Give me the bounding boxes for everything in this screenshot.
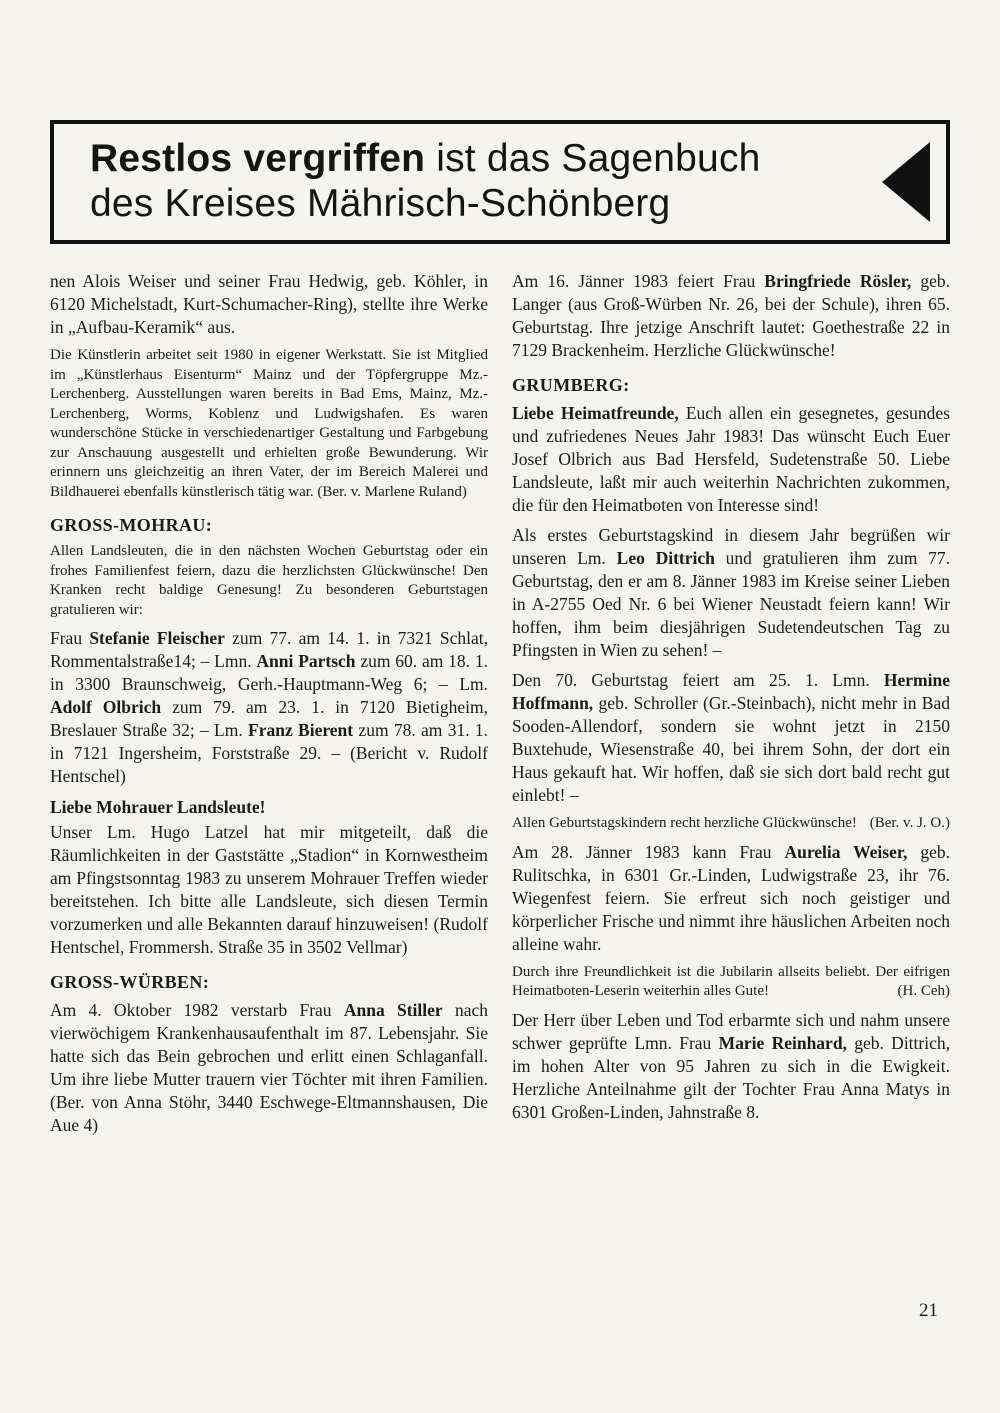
text-run: geb. Langer (aus Groß-Würben Nr. 26, bei der Schule), ihren 65. Geburtstag. Ihre jetzige Anschrift lautet: Goethestraße 22 in 7129 Brackenheim. Herzliche Glückwünsche!: [512, 271, 950, 360]
emphasized-name: Franz Bierent: [248, 720, 354, 740]
paragraph: [512, 669, 950, 807]
paragraph: [50, 542, 488, 620]
emphasized-name: Stefanie Fleischer: [89, 628, 225, 648]
paragraph: [512, 841, 950, 956]
text-run: Am 28. Jänner 1983 kann Frau: [512, 841, 785, 862]
paragraph: [50, 270, 488, 339]
text-run: Durch ihre Freundlichkeit ist die Jubilarin allseits beliebt. Der eifrigen Heimatboten-Leserin weiterhin alles Gute!: [512, 963, 950, 999]
text-run: zum 78. am 31. 1. in 7121 Ingersheim, Forststraße 29. – (Bericht v. Rudolf Hentschel): [50, 720, 488, 786]
paragraph: [512, 814, 950, 834]
text-run: zum 77. am 14. 1. in 7321 Schlat, Rommentalstraße14; – Lmn.: [50, 628, 488, 671]
paragraph: [50, 627, 488, 788]
text-run: Am 16. Jänner 1983 feiert Frau: [512, 271, 765, 291]
page-number: 21: [919, 1300, 938, 1321]
text-run: zum 60. am 18. 1. in 3300 Braunschweig, Gerh.-Hauptmann-Weg 6; – Lm.: [50, 651, 488, 694]
subheading: Liebe Mohrauer Landsleute!: [50, 797, 266, 817]
paragraph: [50, 346, 488, 502]
banner-title-line2: des Kreises Mährisch-Schönberg: [90, 182, 671, 225]
text-run: nach vierwöchigem Krankenhausaufenthalt im 87. Lebensjahr. Sie hatte sich das Bein gebrochen und erlitt einen Schlaganfall. Um ihre liebe Mutter trauern vier Töchter mit ihren Familien. (Ber. von Anna Stöhr, 3440 Eschwege-Eltmannshausen, Die Aue 4): [50, 1000, 488, 1135]
two-column-text-area: [50, 270, 950, 1144]
banner-title: [90, 136, 856, 226]
text-run: zum 79. am 23. 1. in 7120 Bietigheim, Breslauer Straße 32; – Lm.: [50, 697, 488, 740]
right-column: [512, 270, 950, 1144]
left-column: [50, 270, 488, 1144]
left-triangle-icon: [882, 142, 930, 222]
text-run: geb. Dittrich, im hohen Alter von 95 Jahren zu sich in die Ewigkeit. Herzliche Anteilnahme gilt der Tochter Frau Anna Matys in 6301 Großen-Linden, Jahnstraße 8.: [512, 1032, 950, 1122]
emphasized-name: Bringfriede Rösler,: [764, 271, 912, 291]
emphasized-name: Marie Reinhard,: [718, 1032, 847, 1053]
banner-title-rest: ist das Sagenbuch: [425, 137, 761, 180]
emphasized-name: Anni Partsch: [256, 651, 356, 671]
section-heading: GROSS-WÜRBEN:: [50, 972, 210, 992]
text-run: geb. Rulitschka, in 6301 Gr.-Linden, Ludwigstraße 23, ihr 76. Wiegenfest feiern. Sie erfreut sich noch geistiger und körperlicher Frische und nimmt ihre häuslichen Arbeiten noch alleine wahr.: [512, 841, 950, 954]
text-run: geb. Schroller (Gr.-Steinbach), nicht mehr in Bad Sooden-Allendorf, sondern sie wohnt jetzt in 2150 Buxtehude, Wiesenstraße 40, bei ihrem Sohn, der dort ein Haus gekauft hat. Wir hoffen, daß sie sich dort bald recht gut einlebt! –: [512, 693, 950, 805]
text-run: Unser Lm. Hugo Latzel hat mir mitgeteilt, daß die Räumlichkeiten in der Gaststätte „Stadion“ in Kornwestheim am Pfingstsonntag 1983 zu unserem Mohrauer Treffen wieder bereitstehen. Ich bitte alle Landsleute, sich diesen Termin vorzumerken und alle Bekannten darauf hinzuweisen! (Rudolf Hentschel, Frommersh. Straße 35 in 3502 Vellmar): [50, 822, 488, 957]
paragraph: [50, 821, 488, 959]
emphasized-name: Leo Dittrich: [616, 548, 715, 568]
attribution: (Ber. v. J. O.): [869, 815, 950, 831]
paragraph: [512, 270, 950, 362]
paragraph: [512, 524, 950, 662]
emphasized-name: Anna Stiller: [343, 1000, 443, 1020]
text-run: Allen Landsleuten, die in den nächsten Wochen Geburtstag oder ein frohes Familienfest feiern, dazu die herzlichsten Glückwünsche! Den Kranken recht baldige Genesung! Zu besonderen Geburtstagen gratulieren wir:: [50, 543, 488, 618]
paragraph: [512, 1009, 950, 1124]
emphasized-name: Aurelia Weiser,: [784, 841, 908, 862]
banner-title-bold: Restlos vergriffen: [90, 137, 426, 180]
emphasized-name: Adolf Olbrich: [50, 697, 162, 717]
section-heading: GRUMBERG:: [512, 375, 630, 395]
text-run: Frau: [50, 628, 90, 648]
headline-banner: [50, 120, 950, 244]
emphasized-name: Hermine Hoffmann,: [512, 670, 950, 713]
section-heading: GROSS-MOHRAU:: [50, 515, 213, 535]
emphasized-name: Liebe Heimatfreunde,: [512, 403, 679, 423]
text-run: Allen Geburtstagskindern recht herzliche Glückwünsche!: [512, 815, 857, 831]
text-run: Die Künstlerin arbeitet seit 1980 in eigener Werkstatt. Sie ist Mitglied im „Künstlerhaus Eisenturm“ Mainz und der Töpfergruppe Mz.-Lerchenberg. Ausstellungen waren bereits in Bad Ems, Mainz, Mz.-Lerchenberg, Worms, Koblenz und Ludwigshafen. Es waren wunderschöne Stücke in verschiedenartiger Gestaltung und Farbgebung zur Anschauung ausgestellt und erhielten große Bewunderung. Wir erinnern uns gleichzeitig an ihren Vater, der im Bereich Malerei und Bildhauerei ebenfalls künstlerisch tätig war. (Ber. v. Marlene Ruland): [50, 347, 488, 500]
text-run: Der Herr über Leben und Tod erbarmte sich und nahm unsere schwer geprüfte Lmn. Frau: [512, 1009, 950, 1053]
paragraph: [512, 963, 950, 1002]
text-run: Euch allen ein gesegnetes, gesundes und zufriedenes Neues Jahr 1983! Das wünscht Euch Euer Josef Olbrich aus Bad Hersfeld, Sudetenstraße 50. Liebe Landsleute, laßt mir auch weiterhin Nachrichten zukommen, die für den Heimatboten von Interesse sind!: [512, 403, 950, 515]
text-run: Als erstes Geburtstagskind in diesem Jahr begrüßen wir unseren Lm.: [512, 525, 950, 568]
paragraph: [50, 999, 488, 1137]
text-run: Am 4. Oktober 1982 verstarb Frau: [50, 1000, 344, 1020]
attribution: (H. Ceh): [897, 983, 950, 999]
paragraph: [512, 402, 950, 517]
text-run: nen Alois Weiser und seiner Frau Hedwig, geb. Köhler, in 6120 Michelstadt, Kurt-Schumacher-Ring), stellte ihre Werke in „Aufbau-Keramik“ aus.: [50, 271, 488, 337]
text-run: Den 70. Geburtstag feiert am 25. 1. Lmn.: [512, 670, 884, 690]
text-run: und gratulieren ihm zum 77. Geburtstag, den er am 8. Jänner 1983 im Kreise seiner Lieben in A-2755 Oed Nr. 6 bei Wiener Neustadt feiern kann! Wir hoffen, ihm beim diesjährigen Sudetendeutschen Tag zu Pfingsten in Wien zu sehen! –: [512, 548, 950, 660]
